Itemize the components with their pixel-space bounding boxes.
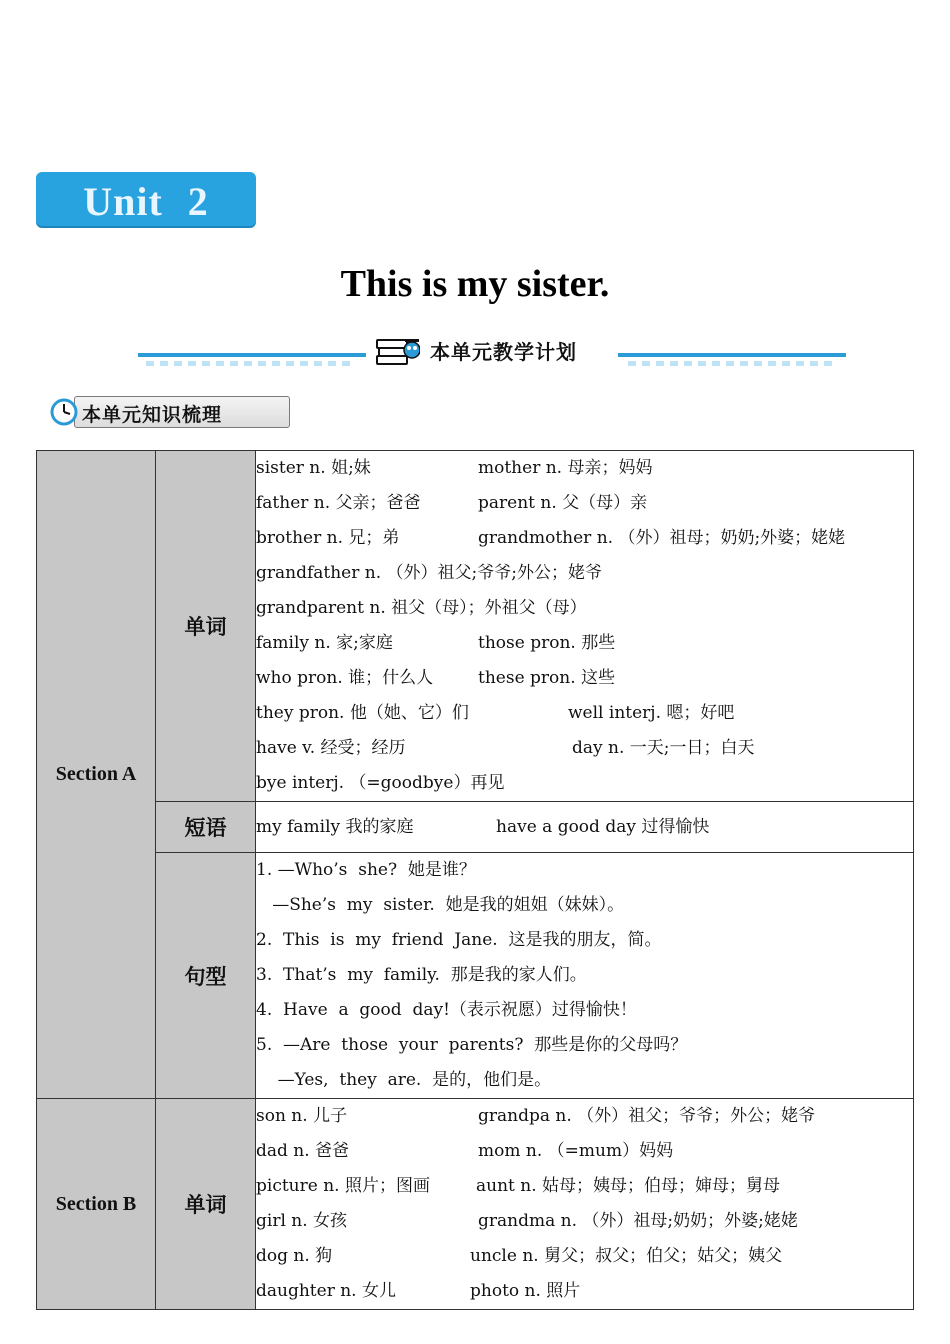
vocab-entry: family n. 家;家庭	[256, 633, 393, 653]
vocab-row	[256, 766, 913, 801]
vocab-entry: parent n. 父（母）亲	[478, 493, 648, 513]
sentence-line: 4. Have a good day!（表示祝愿）过得愉快！	[256, 1000, 637, 1020]
vocab-row	[256, 626, 913, 661]
vocab-entry: these pron. 这些	[478, 668, 616, 688]
vocab-entry: dog n. 狗	[256, 1246, 333, 1266]
vocab-row	[256, 661, 913, 696]
page-title: This is my sister.	[340, 263, 610, 305]
section-a-vocab-label: 单词	[156, 451, 256, 802]
vocab-entry: uncle n. 舅父；叔父；伯父；姑父；姨父	[470, 1246, 783, 1266]
vocab-entry: mom n. （=mum）妈妈	[478, 1141, 674, 1161]
vocab-entry: grandma n. （外）祖母;奶奶；外婆;姥姥	[478, 1211, 798, 1231]
section-b-cell: Section B	[37, 1099, 156, 1310]
vocab-entry: day n. 一天;一日；白天	[572, 738, 755, 758]
unit-badge	[36, 172, 256, 226]
unit-label: Unit 2	[83, 179, 209, 224]
vocab-entry: brother n. 兄；弟	[256, 528, 400, 548]
vocab-entry: who pron. 谁；什么人	[256, 668, 434, 688]
vocab-entry: father n. 父亲；爸爸	[256, 493, 421, 513]
section-a-phrases	[256, 802, 914, 853]
knowledge-section-label: 本单元知识梳理	[82, 404, 223, 426]
section-a-sentence-label: 句型	[156, 853, 256, 1099]
vocab-entry: picture n. 照片；图画	[256, 1176, 430, 1196]
sentence-line: 5. —Are those your parents? 那些是你的父母吗？	[256, 1035, 688, 1055]
section-a-vocab	[256, 451, 914, 802]
phrase-entry: have a good day 过得愉快	[496, 816, 710, 837]
vocab-row	[256, 1134, 913, 1169]
vocab-entry: aunt n. 姑母；姨母；伯母；婶母；舅母	[476, 1176, 781, 1196]
phrase-row	[256, 810, 913, 845]
section-b-vocab	[256, 1099, 914, 1310]
vocab-row	[256, 486, 913, 521]
sentence-line: 2. This is my friend Jane. 这是我的朋友，简。	[256, 930, 662, 950]
vocab-row	[256, 1099, 913, 1134]
vocab-row	[256, 451, 913, 486]
banner-label: 本单元教学计划	[430, 340, 577, 364]
vocab-row	[256, 1204, 913, 1239]
vocab-row	[256, 1169, 913, 1204]
vocab-entry: photo n. 照片	[470, 1281, 581, 1301]
vocab-entry: those pron. 那些	[478, 633, 616, 653]
vocab-entry: they pron. 他（她、它）们	[256, 703, 469, 723]
knowledge-section-badge	[36, 392, 256, 432]
sentence-line: —Yes, they are. 是的，他们是。	[256, 1070, 552, 1090]
vocab-row	[256, 591, 913, 626]
vocab-entry: sister n. 姐;妹	[256, 458, 371, 478]
vocab-row	[256, 696, 913, 731]
section-a-sentences	[256, 853, 914, 1099]
sentence-line: 3. That’s my family. 那是我的家人们。	[256, 965, 587, 985]
sentence-line: —She’s my sister. 她是我的姐姐（妹妹）。	[256, 895, 625, 915]
vocab-entry: have v. 经受；经历	[256, 738, 406, 758]
vocab-row	[256, 556, 913, 591]
teaching-plan-banner	[138, 328, 846, 372]
vocab-row	[256, 521, 913, 556]
vocab-row	[256, 731, 913, 766]
vocab-entry: son n. 儿子	[256, 1106, 348, 1126]
vocab-entry: well interj. 嗯；好吧	[568, 703, 735, 723]
vocab-entry: dad n. 爸爸	[256, 1141, 350, 1161]
section-a-phrase-label: 短语	[156, 802, 256, 853]
books-owl-icon	[376, 336, 420, 368]
phrase-entry: my family 我的家庭	[256, 816, 414, 837]
vocab-entry: grandfather n. （外）祖父;爷爷;外公；姥爷	[256, 563, 602, 583]
vocab-entry: bye interj. （=goodbye）再见	[256, 773, 505, 793]
vocab-row	[256, 1274, 913, 1309]
section-a-cell: Section A	[37, 451, 156, 1099]
vocab-entry: mother n. 母亲；妈妈	[478, 458, 653, 478]
vocab-entry: daughter n. 女儿	[256, 1281, 396, 1301]
sentence-line: 1. —Who’s she? 她是谁？	[256, 860, 476, 880]
vocab-entry: grandparent n. 祖父（母）；外祖父（母）	[256, 598, 587, 618]
section-b-vocab-label: 单词	[156, 1099, 256, 1310]
vocab-entry: grandmother n. （外）祖母；奶奶;外婆；姥姥	[478, 528, 846, 548]
clock-icon	[50, 398, 78, 426]
vocab-entry: grandpa n. （外）祖父；爷爷；外公；姥爷	[478, 1106, 816, 1126]
vocab-row	[256, 1239, 913, 1274]
knowledge-table	[36, 450, 914, 1310]
vocab-entry: girl n. 女孩	[256, 1211, 348, 1231]
